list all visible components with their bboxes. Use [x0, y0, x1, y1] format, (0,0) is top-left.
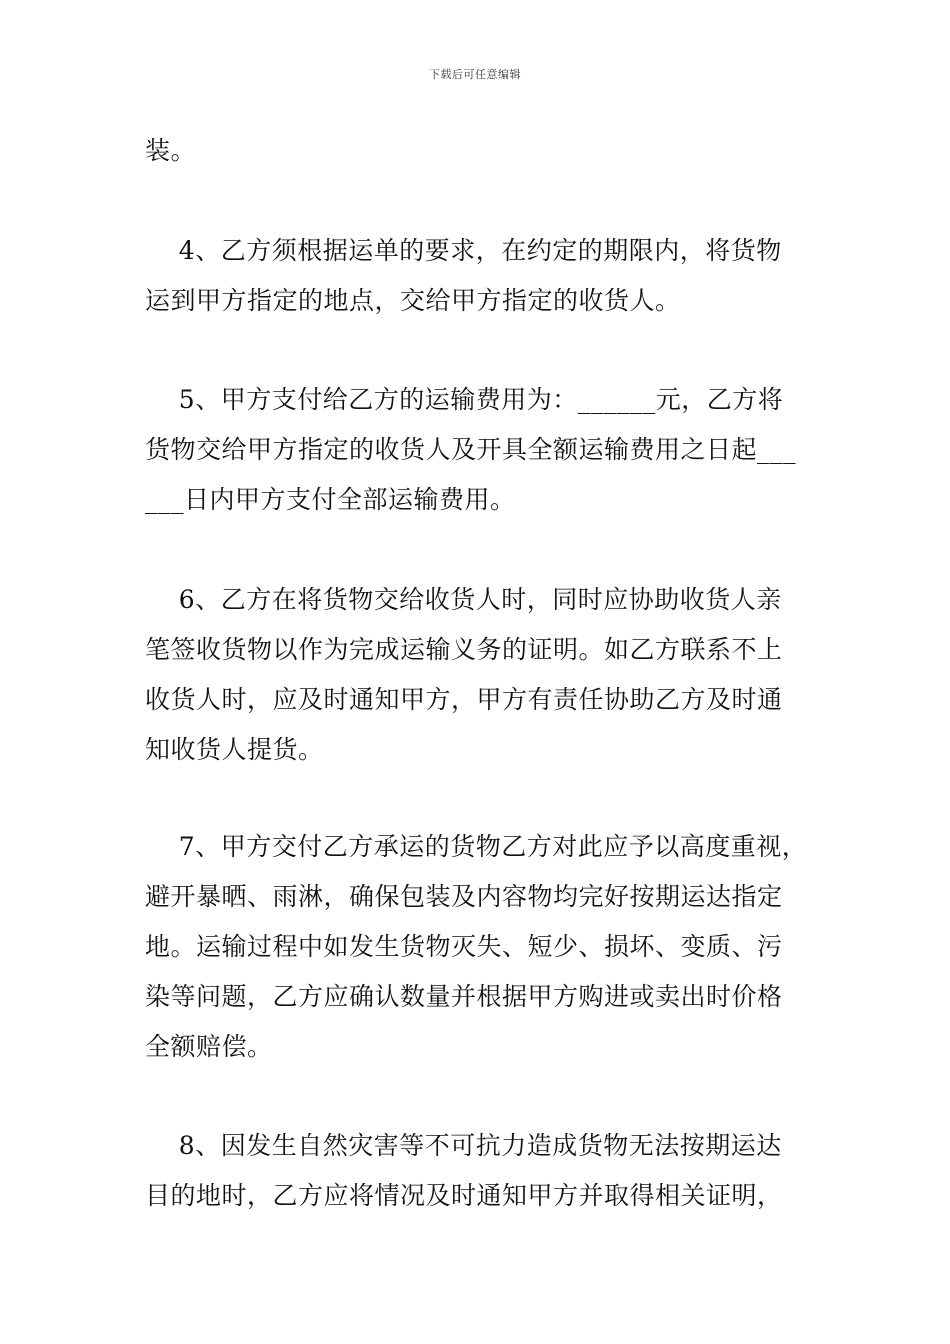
clause-8	[145, 1121, 810, 1221]
text-line: 知收货人提货。	[145, 735, 324, 764]
text-line: 8、因发生自然灾害等不可抗力造成货物无法按期运达	[145, 1131, 782, 1160]
text-line: 染等问题，乙方应确认数量并根据甲方购进或卖出时价格	[145, 982, 783, 1011]
text-line: 收货人时，应及时通知甲方，甲方有责任协助乙方及时通	[145, 685, 783, 714]
text-line: 7、甲方交付乙方承运的货物乙方对此应予以高度重视，	[145, 832, 808, 861]
clause-7	[145, 822, 810, 1072]
text-line: ___日内甲方支付全部运输费用。	[145, 485, 516, 514]
text-line: 6、乙方在将货物交给收货人时，同时应协助收货人亲	[145, 585, 782, 614]
clause-4	[145, 226, 810, 326]
page-header: 下载后可任意编辑	[429, 68, 521, 81]
text-line: 装。	[145, 136, 197, 165]
text-line: 4、乙方须根据运单的要求，在约定的期限内，将货物	[145, 236, 782, 265]
clause-5	[145, 375, 810, 525]
text-line: 5、甲方支付给乙方的运输费用为：______元，乙方将	[145, 385, 784, 414]
text-line: 地。运输过程中如发生货物灭失、短少、损坏、变质、污	[145, 932, 783, 961]
text-line: 避开暴晒、雨淋，确保包装及内容物均完好按期运达指定	[145, 882, 783, 911]
text-line: 全额赔偿。	[145, 1032, 273, 1061]
clause-6	[145, 575, 810, 775]
text-line: 运到甲方指定的地点，交给甲方指定的收货人。	[145, 286, 681, 315]
paragraph-continuation	[145, 126, 810, 176]
text-line: 目的地时，乙方应将情况及时通知甲方并取得相关证明，	[145, 1181, 783, 1210]
text-line: 货物交给甲方指定的收货人及开具全额运输费用之日起___	[145, 435, 797, 464]
text-line: 笔签收货物以作为完成运输义务的证明。如乙方联系不上	[145, 635, 783, 664]
